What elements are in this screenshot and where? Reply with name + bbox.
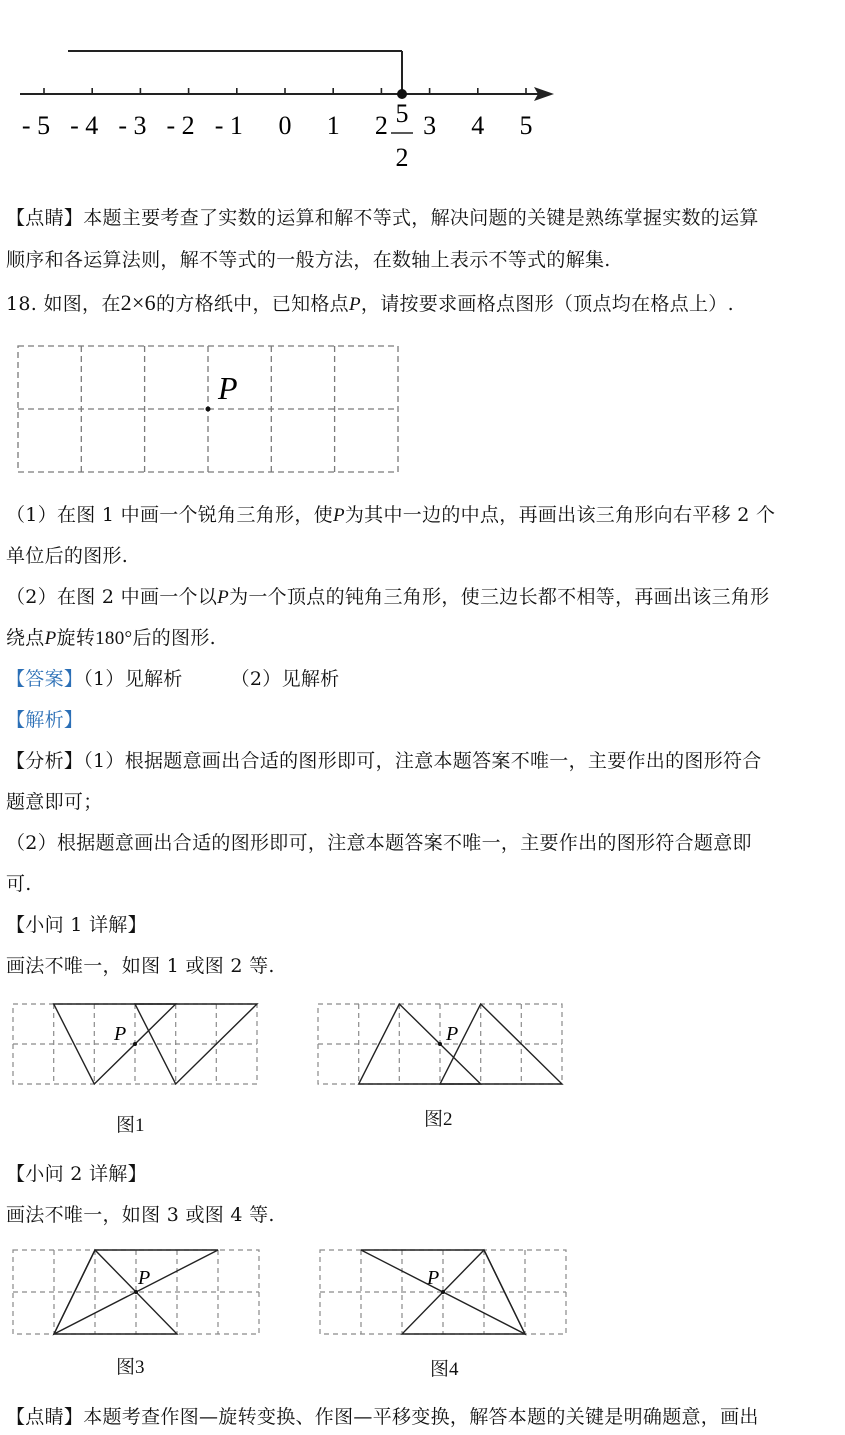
fig4-p-label: P [427,1267,440,1289]
sub2-title: 【小问 2 详解】 [6,1163,147,1185]
sub1-title: 【小问 1 详解】 [6,914,147,936]
analysis-line-4: 可. [6,873,32,895]
sub1-text: 画法不唯一，如图 1 或图 2 等. [6,955,275,977]
fig3-p-label: P [138,1267,151,1289]
comment-line-1: 【点睛】本题主要考查了实数的运算和解不等式，解决问题的关键是熟练掌握实数的运算 [6,207,759,229]
figure-1 [10,1000,262,1090]
question-18: 18. 如图，在2×6的方格纸中，已知格点P，请按要求画格点图形（顶点均在格点上）. [6,290,734,315]
fig3-caption: 图3 [116,1357,145,1378]
part2-line-1: （2）在图 2 中画一个以P为一个顶点的钝角三角形，使三边长都不相等，再画出该三角形 [6,586,770,608]
grid-paper [14,342,406,476]
fig1-p-label: P [114,1023,127,1045]
figure-2 [315,1000,567,1090]
number-line-label: - 1 [214,111,243,140]
fig2-caption: 图2 [424,1109,453,1130]
part2-line-2: 绕点P旋转180°后的图形. [6,627,216,649]
answer-line: 【答案】（1）见解析 （2）见解析 [6,668,340,690]
number-line-label: 2 [374,111,388,140]
number-line-label: - 4 [70,111,99,140]
analysis-line-1: 【分析】（1）根据题意画出合适的图形即可，注意本题答案不唯一，主要作出的图形符合 [6,750,762,772]
fig1-caption: 图1 [116,1115,145,1136]
comment-line-2: 顺序和各运算法则，解不等式的一般方法，在数轴上表示不等式的解集. [6,249,611,271]
fig4-caption: 图4 [430,1359,459,1380]
number-line [0,40,580,180]
figure-4 [317,1246,571,1338]
number-line-label: 3 [423,111,437,140]
number-line-label: 5 [519,111,533,140]
fraction-numerator: 5 [395,99,409,128]
sub2-text: 画法不唯一，如图 3 或图 4 等. [6,1204,275,1226]
point-p-label: P [218,370,238,406]
comment2-line: 【点睛】本题考查作图—旋转变换、作图—平移变换，解答本题的关键是明确题意，画出 [6,1406,759,1428]
analysis-line-3: （2）根据题意画出合适的图形即可，注意本题答案不唯一，主要作出的图形符合题意即 [6,832,752,854]
analysis-tag: 【解析】 [6,709,84,731]
number-line-label: - 2 [166,111,195,140]
analysis-line-2: 题意即可； [6,791,103,813]
number-line-label: 0 [278,111,292,140]
fig2-p-label: P [446,1023,459,1045]
part1-line-1: （1）在图 1 中画一个锐角三角形，使P为其中一边的中点，再画出该三角形向右平移 2 个 [6,504,776,526]
number-line-label: 4 [471,111,485,140]
number-line-label: 1 [326,111,340,140]
figure-3 [10,1246,264,1338]
part1-line-2: 单位后的图形. [6,545,129,567]
number-line-label: - 5 [21,111,51,140]
number-line-label: - 3 [118,111,147,140]
fraction-denominator: 2 [395,143,409,172]
